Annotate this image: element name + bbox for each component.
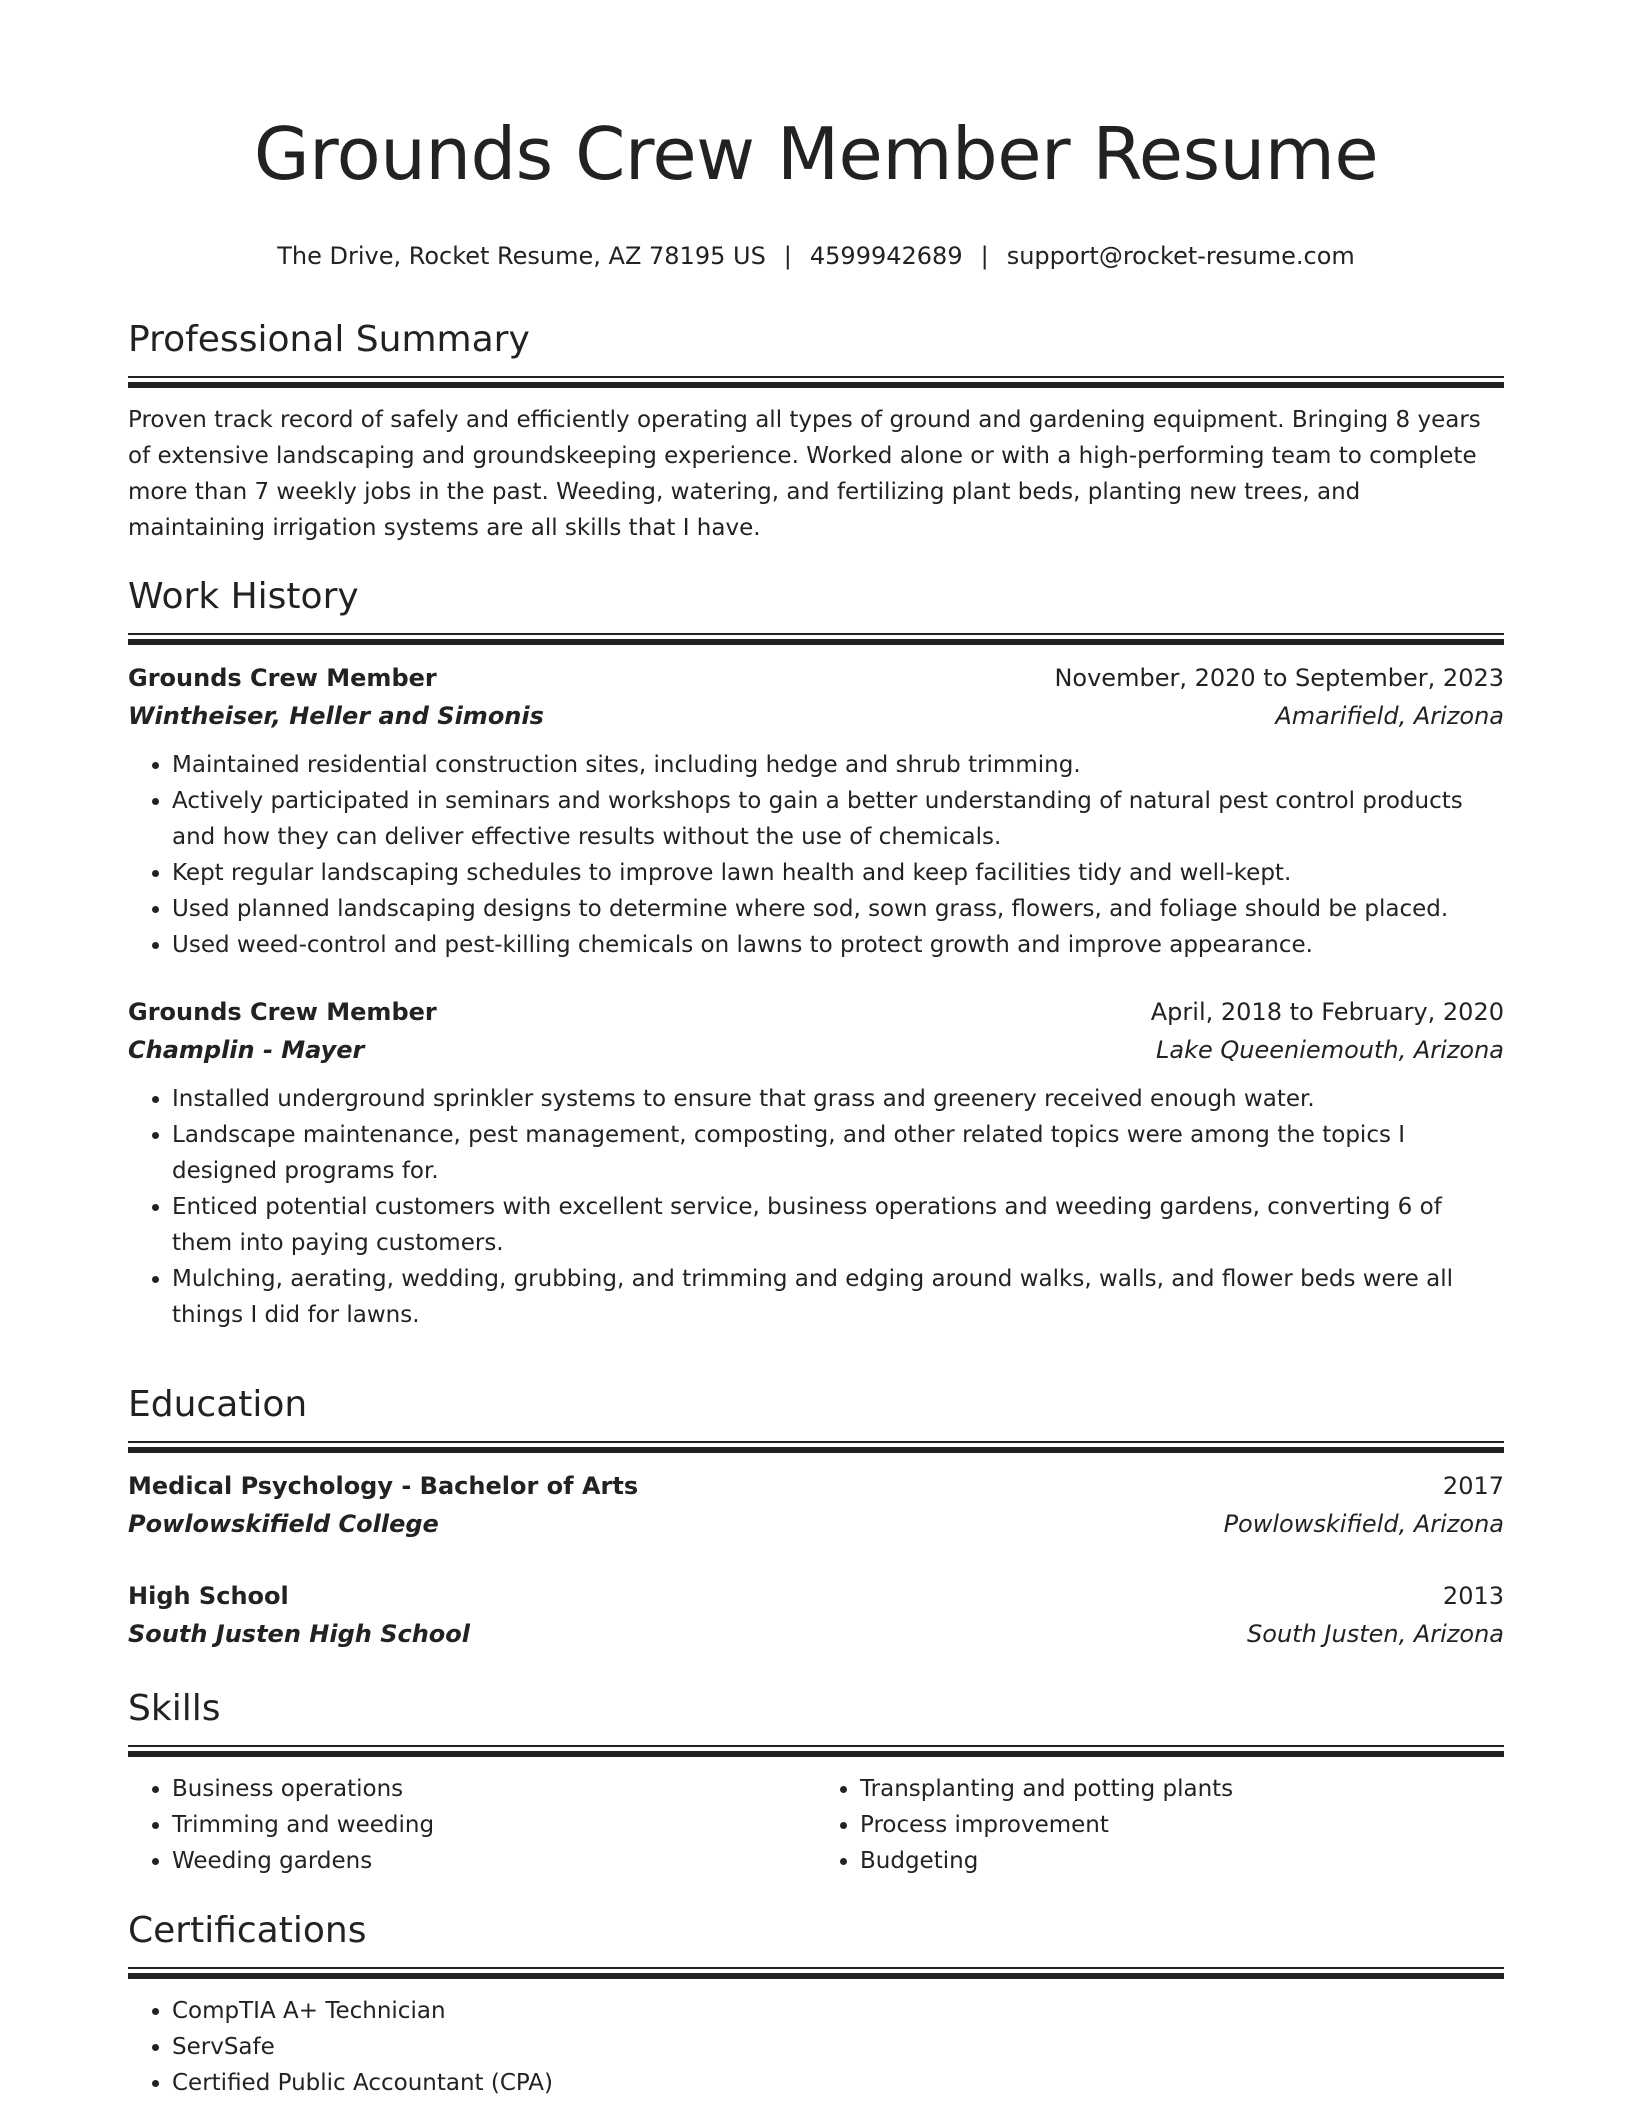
education-header: [128, 1577, 1504, 1615]
list-item: • CompTIA A+ Technician: [172, 1993, 1504, 2029]
education-year: 2013: [1442, 1582, 1504, 1610]
skills-grid: [128, 1771, 1504, 1879]
section-rule-thick: [128, 639, 1504, 645]
education-subheader: [128, 1505, 1504, 1543]
job-bullets: [128, 1081, 1504, 1333]
education-section: [128, 1383, 1504, 1653]
list-item: • Transplanting and potting plants: [860, 1771, 1504, 1807]
list-item: • Business operations: [172, 1771, 816, 1807]
contact-email: support@rocket-resume.com: [1006, 242, 1355, 270]
job-dates: November, 2020 to September, 2023: [1054, 664, 1504, 692]
list-item: • Installed underground sprinkler systems to ensure that grass and greenery received enough water.: [172, 1081, 1504, 1117]
list-item: • Process improvement: [860, 1807, 1504, 1843]
summary-section: [128, 318, 1504, 546]
section-rule-thick: [128, 382, 1504, 388]
list-item: • Budgeting: [860, 1843, 1504, 1879]
summary-text: Proven track record of safely and efficiently operating all types of ground and gardening equipment. Bringing 8 years of extensive landscaping and groundskeeping experience. Worked alone or with a high-performing team to complete more than 7 weekly jobs in the past. Weeding, watering, and fertilizing plant beds, planting new trees, and maintaining irrigation systems are all skills that I have.: [128, 407, 1481, 541]
section-heading: Education: [128, 1384, 308, 1425]
list-item: • Landscape maintenance, pest management, composting, and other related topics were among the topics I designed programs for.: [172, 1117, 1504, 1189]
education-location: Powlowskifield, Arizona: [1223, 1510, 1504, 1538]
job-company: Wintheiser, Heller and Simonis: [128, 702, 544, 730]
job-company: Champlin - Mayer: [128, 1036, 365, 1064]
contact-separator: |: [783, 242, 792, 270]
skills-column-right: [816, 1771, 1504, 1879]
section-rule: [128, 1745, 1504, 1747]
contact-phone: 4599942689: [809, 242, 963, 270]
section-rule: [128, 633, 1504, 635]
job-header: [128, 993, 1504, 1031]
job-title: Grounds Crew Member: [128, 664, 437, 692]
job-entry: [128, 993, 1504, 1333]
list-item: • Actively participated in seminars and workshops to gain a better understanding of natural pest control products and how they can deliver effective results without the use of chemicals.: [172, 783, 1504, 855]
skills-section: [128, 1687, 1504, 1879]
section-heading: Certifications: [128, 1910, 367, 1951]
education-school: South Justen High School: [128, 1620, 470, 1648]
list-item: • Enticed potential customers with excellent service, business operations and weeding gardens, converting 6 of them into paying customers.: [172, 1189, 1504, 1261]
list-item: • Trimming and weeding: [172, 1807, 816, 1843]
list-item: • Used planned landscaping designs to determine where sod, sown grass, flowers, and foliage should be placed.: [172, 891, 1504, 927]
job-bullets: [128, 747, 1504, 963]
education-degree: Medical Psychology - Bachelor of Arts: [128, 1472, 639, 1500]
education-header: [128, 1467, 1504, 1505]
job-entry: [128, 659, 1504, 963]
section-rule-thick: [128, 1751, 1504, 1757]
education-year: 2017: [1442, 1472, 1504, 1500]
contact-line: [128, 240, 1504, 272]
job-subheader: [128, 697, 1504, 735]
list-item: • Kept regular landscaping schedules to improve lawn health and keep facilities tidy and well-kept.: [172, 855, 1504, 891]
education-school: Powlowskifield College: [128, 1510, 439, 1538]
section-rule-thick: [128, 1447, 1504, 1453]
certifications-section: [128, 1909, 1504, 2101]
job-subheader: [128, 1031, 1504, 1069]
list-item: • ServSafe: [172, 2029, 1504, 2065]
list-item: • Mulching, aerating, wedding, grubbing, and trimming and edging around walks, walls, and flower beds were all things I did for lawns.: [172, 1261, 1504, 1333]
list-item: • Certified Public Accountant (CPA): [172, 2065, 1504, 2101]
certifications-list: [128, 1993, 1504, 2101]
job-location: Amarifield, Arizona: [1275, 702, 1504, 730]
education-entry: [128, 1467, 1504, 1543]
list-item: • Weeding gardens: [172, 1843, 816, 1879]
section-heading: Work History: [128, 576, 359, 617]
section-heading: Skills: [128, 1688, 221, 1729]
list-item: • Maintained residential construction sites, including hedge and shrub trimming.: [172, 747, 1504, 783]
education-degree: High School: [128, 1582, 289, 1610]
section-rule-thick: [128, 1973, 1504, 1979]
resume-title: Grounds Crew Member Resume: [253, 112, 1379, 196]
job-header: [128, 659, 1504, 697]
education-entry: [128, 1577, 1504, 1653]
job-location: Lake Queeniemouth, Arizona: [1156, 1036, 1504, 1064]
education-subheader: [128, 1615, 1504, 1653]
section-rule: [128, 1967, 1504, 1969]
section-rule: [128, 376, 1504, 378]
education-location: South Justen, Arizona: [1247, 1620, 1504, 1648]
section-rule: [128, 1441, 1504, 1443]
list-item: • Used weed-control and pest-killing chemicals on lawns to protect growth and improve appearance.: [172, 927, 1504, 963]
contact-separator: |: [980, 242, 989, 270]
job-dates: April, 2018 to February, 2020: [1150, 998, 1504, 1026]
job-title: Grounds Crew Member: [128, 998, 437, 1026]
section-heading: Professional Summary: [128, 319, 530, 360]
work-history-section: [128, 575, 1504, 1333]
skills-column-left: [128, 1771, 816, 1879]
contact-address: The Drive, Rocket Resume, AZ 78195 US: [277, 242, 766, 270]
